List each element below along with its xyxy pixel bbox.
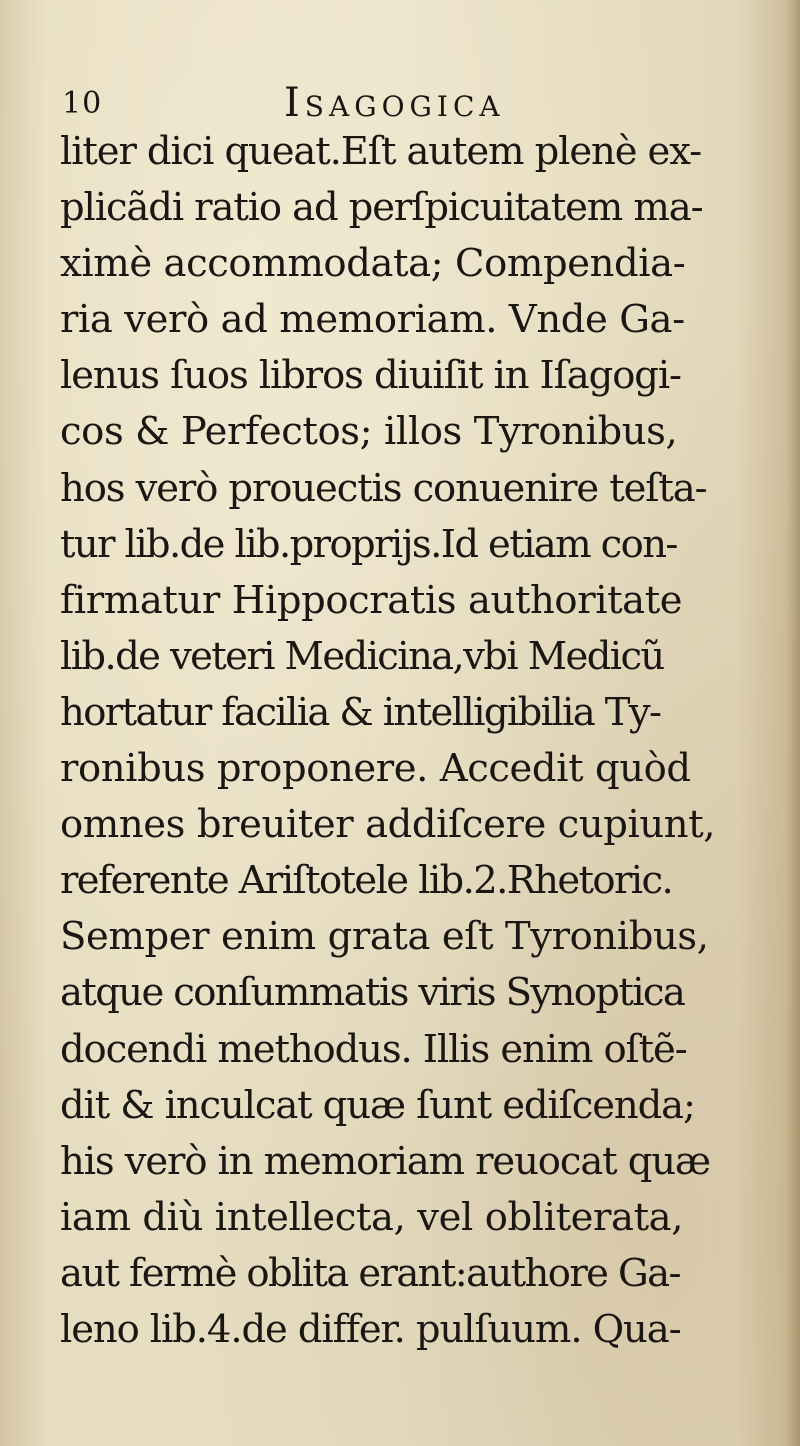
text-line: aut fermè oblita erant:authore Ga- [60, 1250, 680, 1296]
text-line: atque conſummatis viris Synoptica [60, 970, 685, 1016]
text-line: lenus ſuos libros diuiſit in Iſagogi- [60, 353, 681, 399]
text-line: plicãdi ratio ad perſpicuitatem ma- [60, 185, 703, 231]
text-line: referente Ariſtotele lib.2.Rhetoric. [60, 858, 673, 904]
text-line: iam diù intellecta, vel obliterata, [60, 1194, 684, 1240]
text-line: ria verò ad memoriam. Vnde Ga- [60, 297, 685, 343]
page-header [62, 80, 712, 128]
text-line: docendi methodus. Illis enim oſtẽ- [60, 1026, 687, 1072]
text-line: omnes breuiter addiſcere cupiunt, [60, 802, 716, 848]
body-text [60, 124, 720, 1358]
text-line: firmatur Hippocratis authoritate [60, 577, 683, 623]
text-line: ximè accommodata; Compendia- [60, 241, 686, 287]
text-line: lib.de veteri Medicina,vbi Medicũ [60, 633, 664, 679]
text-line: tur lib.de lib.proprijs.Id etiam con- [60, 521, 677, 567]
text-line: Semper enim grata eſt Tyronibus, [60, 914, 709, 960]
text-line: cos & Perfectos; illos Tyronibus, [60, 409, 678, 455]
text-line: leno lib.4.de differ. pulſuum. Qua- [60, 1306, 681, 1352]
text-line: hos verò prouectis conuenire teſta- [60, 465, 707, 511]
page-number: 10 [62, 86, 103, 121]
text-line: ronibus proponere. Accedit quòd [60, 746, 691, 792]
text-line: his verò in memoriam reuocat quæ [60, 1138, 711, 1184]
text-line: hortatur facilia & intelligibilia Ty- [60, 689, 661, 735]
text-line: liter dici queat.Eſt autem plenè ex- [60, 129, 702, 174]
running-title: Isagogica [284, 80, 505, 126]
text-line: dit & inculcat quæ ſunt ediſcenda; [60, 1082, 695, 1128]
